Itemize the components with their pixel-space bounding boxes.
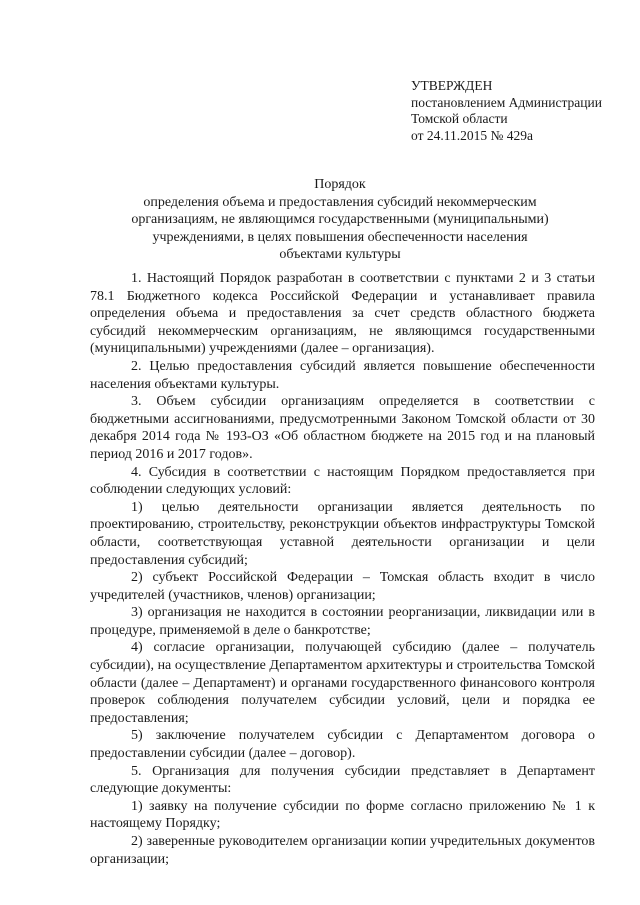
paragraph: 1) целью деятельности организации является деятельность по проектированию, строительству, реконструкции объектов инфраструктуры Томской области, соответствующая уставной деятельности организации и цели предоставления субсидий;	[90, 499, 595, 568]
title-line: определения объема и предоставления субсидий некоммерческим	[143, 194, 537, 210]
document-body	[90, 270, 595, 868]
approved-label: УТВЕРЖДЕН	[411, 78, 493, 93]
approved-by: постановлением Администрации	[411, 94, 602, 110]
title-line: организациям, не являющимся государственными (муниципальными)	[131, 212, 549, 227]
approved-date-number: от 24.11.2015 № 429а	[411, 127, 533, 143]
paragraph: 1) заявку на получение субсидии по форме согласно приложению № 1 к настоящему Порядку;	[90, 798, 595, 832]
paragraph: 2) заверенные руководителем организации копии учредительных документов организации;	[90, 834, 595, 867]
paragraph: 5) заключение получателем субсидии с Департаментом договора о предоставлении субсидии (далее – договор).	[90, 728, 595, 762]
paragraph: 3) организация не находится в состоянии реорганизации, ликвидации или в процедуре, применяемой в деле о банкротстве;	[90, 605, 595, 638]
approved-region: Томской области	[411, 111, 508, 126]
paragraph: 4. Субсидия в соответствии с настоящим Порядком предоставляется при соблюдении следующих условий:	[90, 464, 595, 498]
paragraph: 2) субъект Российской Федерации – Томская область входит в число учредителей (участников, членов) организации;	[90, 570, 595, 603]
paragraph: 1. Настоящий Порядок разработан в соответствии с пунктами 2 и 3 статьи 78.1 Бюджетного кодекса Российской Федерации и устанавливает правила определения объема и предоставления за счет средств областного бюджета субсидий некоммерческим организациям, не являющимся государственными (муниципальными) учреждениями (далее – организация).	[90, 271, 595, 357]
title-heading: Порядок	[314, 177, 366, 192]
paragraph: 4) согласие организации, получающей субсидию (далее – получатель субсидии), на осуществление Департаментом архитектуры и строительства Томской области (далее – Департамент) и органами государственного финансового контроля проверок соблюдения получателем субсидии условий, цели и порядка ее предоставления;	[90, 640, 595, 726]
title-line: учреждениями, в целях повышения обеспеченности населения	[152, 229, 528, 245]
title-line: объектами культуры	[279, 247, 401, 262]
paragraph: 5. Организация для получения субсидии представляет в Департамент следующие документы:	[90, 763, 595, 797]
document-title	[90, 176, 590, 264]
paragraph: 3. Объем субсидии организациям определяется в соответствии с бюджетными ассигнованиями, предусмотренными Законом Томской области от 30 декабря 2014 года № 193-ОЗ «Об областном бюджете на 2015 год и на плановый период 2016 и 2017 годов».	[90, 394, 595, 462]
approval-stamp	[411, 78, 602, 144]
paragraph: 2. Целью предоставления субсидий является повышение обеспеченности населения объектами культуры.	[90, 358, 595, 392]
